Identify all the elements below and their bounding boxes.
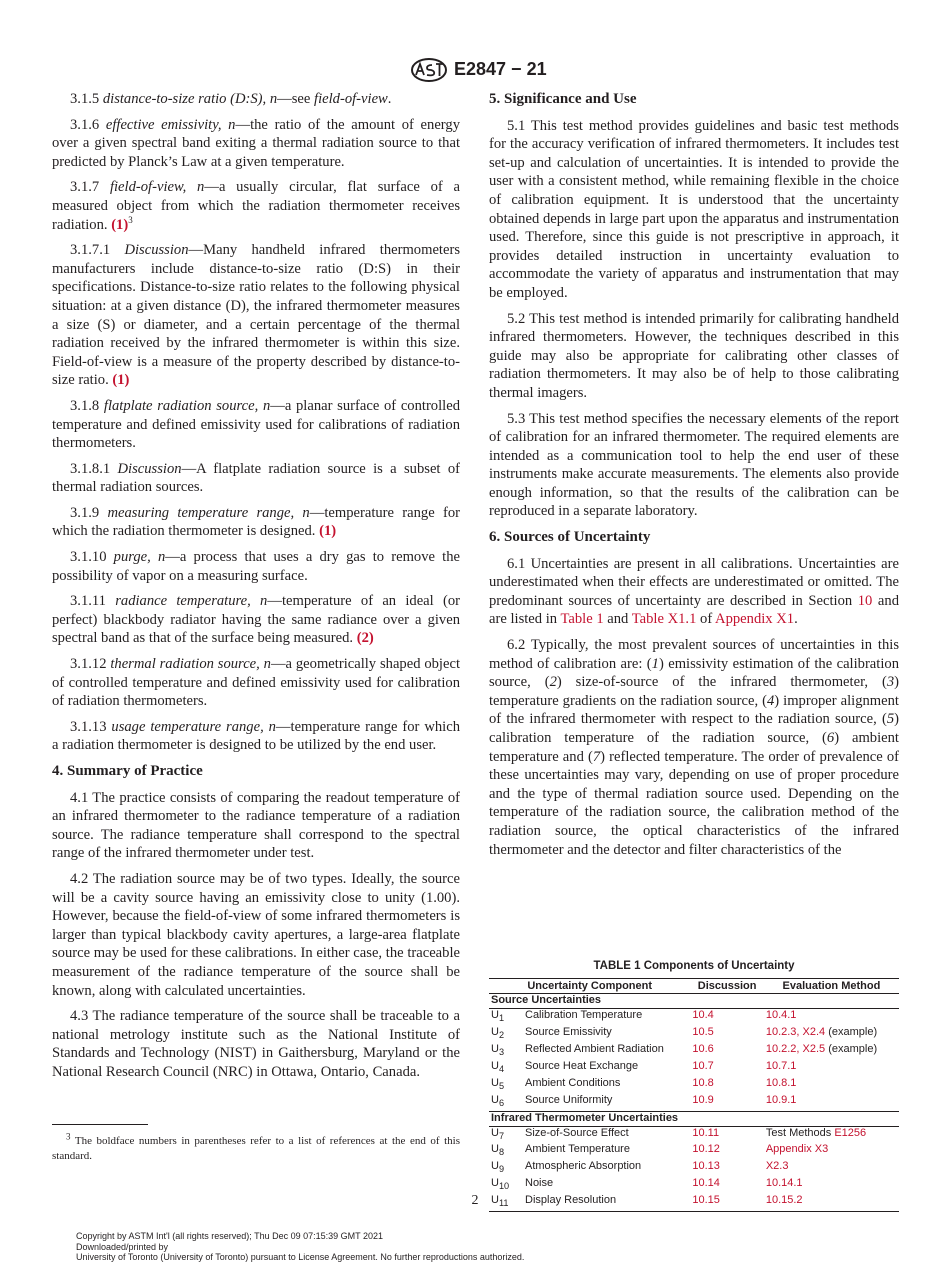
reference-link[interactable]: (2) — [356, 630, 374, 647]
evaluation-link[interactable]: 10.7.1 — [765, 1059, 797, 1072]
symbol: $U_8$ — [491, 1143, 505, 1158]
symbol: $U_7$ — [491, 1126, 505, 1141]
discussion-3-1-8-1: 3.1.8.1 Discussion—A flatplate radiation source is a subset of thermal radiation sources. — [52, 460, 460, 496]
component: Size-of-Source Effect — [525, 1126, 629, 1139]
discussion-link[interactable]: 10.11 — [692, 1126, 720, 1139]
paragraph-4-1: 4.1 The practice consists of comparing the readout temperature of an infrared thermometer to the radiance temperature of a radiation source. The radiance temperature shall correspond to the spectral range of the infrared thermometer under test. — [52, 789, 460, 862]
evaluation-link[interactable]: 10.14.1 — [765, 1177, 803, 1190]
evaluation-link[interactable]: X2.3 — [765, 1160, 789, 1173]
discussion-link[interactable]: 10.6 — [692, 1042, 714, 1055]
component: Calibration Temperature — [525, 1008, 643, 1021]
evaluation-link[interactable]: E1256 — [834, 1126, 867, 1139]
evaluation-cell: 10.2.2, X2.5 (example) — [765, 1042, 878, 1055]
symbol: $U_9$ — [491, 1160, 505, 1175]
astm-logo-icon — [410, 58, 448, 82]
table-row — [489, 1077, 899, 1094]
header-component: Uncertainty Component — [489, 979, 690, 994]
ir-thermometer-uncertainties-heading: Infrared Thermometer Uncertainties — [489, 1111, 899, 1126]
discussion-link[interactable]: 10.5 — [692, 1025, 714, 1038]
component: Source Emissivity — [525, 1025, 612, 1038]
evaluation-link[interactable]: 10.8.1 — [765, 1076, 797, 1089]
table-row — [489, 1008, 899, 1025]
component: Ambient Temperature — [525, 1143, 630, 1156]
discussion-cell — [690, 1043, 763, 1060]
discussion-cell — [690, 1008, 763, 1025]
left-column — [52, 90, 460, 1089]
page-header — [0, 58, 950, 84]
discussion-cell — [690, 1094, 763, 1111]
footnote-divider — [52, 1124, 148, 1125]
component: Noise — [525, 1177, 554, 1190]
symbol: $U_1$ — [491, 1008, 505, 1023]
designation: E2847 − 21 — [454, 59, 547, 79]
definition-3-1-9: 3.1.9 measuring temperature range, n—temperature range for which the radiation thermometer is designed. (1) — [52, 504, 461, 540]
discussion-link[interactable]: 10.15 — [692, 1194, 720, 1207]
table-1 — [489, 960, 899, 1212]
footnote: $^3$ The boldface numbers in parentheses refer to a list of references at the end of this standard. — [52, 1131, 460, 1162]
evaluation-link[interactable]: 10.2.3, X2.4 — [765, 1025, 826, 1038]
table-row — [489, 1043, 899, 1060]
definition-3-1-13: 3.1.13 usage temperature range, n—temperature range for which a radiation thermometer is designed to be utilized by the end user. — [52, 718, 460, 754]
table-1-title: TABLE 1 Components of Uncertainty — [593, 960, 795, 972]
table-x1-1-link[interactable]: Table X1.1 — [631, 611, 697, 628]
section-6-heading: 6. Sources of Uncertainty — [489, 529, 651, 546]
table-row — [489, 1060, 899, 1077]
evaluation-link[interactable]: Appendix X3 — [765, 1143, 829, 1156]
discussion-link[interactable]: 10.12 — [692, 1143, 720, 1156]
header-evaluation: Evaluation Method — [764, 979, 899, 994]
definition-3-1-5: 3.1.5 distance-to-size ratio (D:S), n—see field-of-view. — [70, 91, 392, 107]
evaluation-cell — [764, 1160, 899, 1177]
paragraph-5-3: 5.3 This test method specifies the necessary elements of the report of calibration for an infrared thermometer. The required elements are intended as a communication tool to help the end user of these instruments make accurate measurements. The elements also provide enough information, so that the results of the calibration can be reproduced in a separate laboratory. — [489, 410, 899, 520]
discussion-cell — [690, 1077, 763, 1094]
footnote-mark: 3 — [128, 214, 133, 225]
symbol: $U_6$ — [489, 1094, 523, 1111]
discussion-link[interactable]: 10.9 — [692, 1093, 714, 1106]
reference-link[interactable]: (1) — [319, 523, 337, 540]
evaluation-cell — [764, 1094, 899, 1111]
table-row — [489, 1126, 899, 1143]
table-row — [489, 1094, 899, 1111]
component: Source Heat Exchange — [525, 1059, 639, 1072]
paragraph-5-1: 5.1 This test method provides guidelines and basic test methods for the accuracy verification of infrared thermometers. It includes test set-up and calculation of uncertainties. It is intended to provide the user with a consistent method, while remaining flexible in the choice of calibration equipment. It is understood that the uncertainty obtained depends in large part upon the apparatus and instrumentation used. Therefore, since this guide is not prescriptive in approach, it provides detailed instruction in uncertainty evaluation to accommodate the variety of apparatus and instrumentation that may be employed. — [489, 117, 899, 301]
discussion-link[interactable]: 10.14 — [692, 1177, 720, 1190]
discussion-cell — [690, 1177, 763, 1194]
appendix-x1-link[interactable]: Appendix X1 — [715, 611, 795, 628]
definition-3-1-10: 3.1.10 purge, n—a process that uses a dry gas to remove the possibility of vapor on a measuring surface. — [52, 549, 460, 584]
table-1-link[interactable]: Table 1 — [560, 611, 604, 628]
discussion-link[interactable]: 10.13 — [692, 1160, 720, 1173]
evaluation-cell — [764, 1143, 899, 1160]
discussion-cell — [690, 1143, 763, 1160]
paragraph-6-1: 6.1 Uncertainties are present in all calibrations. Uncertainties are underestimated when their effects are underestimated or omitted. The predominant sources of uncertainty are described in Section 10 and are listed in Table 1 and Table X1.1 of Appendix X1. — [489, 555, 899, 628]
discussion-cell — [690, 1060, 763, 1077]
table-row — [489, 1026, 899, 1043]
symbol: $U_5$ — [491, 1076, 505, 1091]
definition-3-1-8: 3.1.8 flatplate radiation source, n—a planar surface of controlled temperature and defined emissivity used for calibrations of radiation thermometers. — [52, 397, 460, 452]
symbol: $U_{11}$ — [489, 1194, 523, 1211]
evaluation-cell — [764, 1177, 899, 1194]
definition-3-1-12: 3.1.12 thermal radiation source, n—a geometrically shaped object of controlled temperature and defined emissivity used for calibration of radiation thermometers. — [52, 656, 460, 710]
uncertainty-table — [489, 978, 899, 1212]
table-body — [489, 994, 899, 1212]
paragraph-4-2: 4.2 The radiation source may be of two types. Ideally, the source will be a cavity source having an emissivity close to unity (1.00). However, because the field-of-view of some infrared thermometers is larger than typical blackbody cavity apertures, a large-area flatplate source may be used for these calibrations. In either case, the traceable measurement of the radiance temperature of the source shall be known, along with calculated uncertainties. — [52, 870, 460, 999]
discussion-link[interactable]: 10.4 — [692, 1008, 714, 1021]
header-discussion: Discussion — [690, 979, 763, 994]
table-row — [489, 1143, 899, 1160]
evaluation-link[interactable]: 10.9.1 — [765, 1093, 797, 1106]
evaluation-link[interactable]: 10.2.2, X2.5 — [765, 1042, 826, 1055]
right-column — [489, 90, 899, 866]
component: Ambient Conditions — [525, 1076, 621, 1089]
paragraph-4-3: 4.3 The radiance temperature of the source shall be traceable to a national metrology institute such as the National Institute of Standards and Technology (NIST) in Gaithersburg, Maryland or the National Research Council (NRC) in Ottawa, Ontario, Canada. — [52, 1008, 460, 1080]
evaluation-link[interactable]: 10.4.1 — [765, 1008, 797, 1021]
definition-3-1-7: 3.1.7 field-of-view, n—a usually circular, flat surface of a measured object from which the radiation thermometer receives radiation. $(1)^3$ — [52, 179, 460, 233]
discussion-cell — [690, 1160, 763, 1177]
reference-link[interactable]: (1) — [112, 372, 130, 389]
evaluation-cell — [764, 1008, 899, 1025]
paragraph-5-2: 5.2 This test method is intended primarily for calibrating handheld infrared thermometers. However, the techniques described in this guide may also be appropriate for calibrating other classes of radiation thermometers. It may also be of help to those calibrating thermal imagers. — [489, 310, 899, 401]
definition-3-1-11: 3.1.11 radiance temperature, n—temperature of an ideal (or perfect) blackbody radiator having the same radiance over a given spectral band as that of the surface being measured. (2) — [52, 593, 460, 647]
component: Display Resolution — [523, 1194, 690, 1211]
component: Atmospheric Absorption — [525, 1160, 642, 1173]
table-row — [489, 1177, 899, 1194]
symbol: $U_3$ — [491, 1042, 505, 1057]
section-5-heading: 5. Significance and Use — [489, 91, 637, 107]
evaluation-link[interactable]: 10.15.2 — [765, 1194, 803, 1207]
discussion-link[interactable]: 10.8 — [692, 1076, 714, 1089]
symbol: $U_2$ — [491, 1025, 505, 1040]
source-uncertainties-heading: Source Uncertainties — [489, 994, 899, 1009]
evaluation-cell — [764, 1060, 899, 1077]
evaluation-cell: Test Methods E1256 — [765, 1126, 867, 1139]
discussion-link[interactable]: 10.7 — [692, 1059, 714, 1072]
discussion-3-1-7-1: 3.1.7.1 Discussion—Many handheld infrared thermometers manufacturers include distance-to-size ratio (D:S) in their specifications. Distance-to-size ratio relates to the following physical situation: at a given distance (D), the infrared thermometer measures a size (S) or diameter, and a certain percentage of the thermal radiation received by the infrared thermometer is within this size. Field-of-view is a measure of the property described by distance-to-size ratio. (1) — [52, 242, 460, 389]
evaluation-cell — [764, 1077, 899, 1094]
table-row — [489, 1160, 899, 1177]
page-number: 2 — [471, 1193, 479, 1208]
copyright-notice: Copyright by ASTM Int'l (all rights reserved); Thu Dec 09 07:15:39 GMT 2021 Downloaded/printed by University of Toronto (University of Toronto) pursuant to License Agreement. No further reproductions authorized. — [76, 1231, 525, 1262]
definition-3-1-6: 3.1.6 effective emissivity, n—the ratio of the amount of energy over a given spectral band exiting a thermal radiation source to that predicted by Planck’s Law at a given temperature. — [52, 116, 460, 170]
evaluation-cell: 10.2.3, X2.4 (example) — [765, 1025, 878, 1038]
section-10-link[interactable]: 10 — [857, 592, 873, 609]
reference-link[interactable]: (1) — [111, 216, 129, 233]
symbol: $U_{10}$ — [491, 1177, 510, 1192]
discussion-cell — [690, 1026, 763, 1043]
paragraph-6-2: 6.2 Typically, the most prevalent sources of uncertainties in this method of calibration are: (1) emissivity estimation of the calibration source, (2) size-of-source of the infrared thermometer, (3) temperature gradients on the radiation source, (4) improper alignment of the infrared thermometer with respect to the radiation source, (5) calibration temperature of the radiation source, (6) ambient temperature and (7) reflected temperature. The order of prevalence of these uncertainties may vary, depending on use of proper procedure and the type of thermal radiation source used. Depending on the temperature of the radiation source, the calibration method of the radiation source, the optical characteristics of the infrared thermometer and the detector and filter characteristics of the — [489, 637, 899, 858]
section-4-heading: 4. Summary of Practice — [52, 763, 203, 779]
symbol: $U_4$ — [491, 1059, 505, 1074]
discussion-cell — [690, 1126, 763, 1143]
component: Source Uniformity — [523, 1094, 690, 1111]
component: Reflected Ambient Radiation — [525, 1042, 664, 1055]
